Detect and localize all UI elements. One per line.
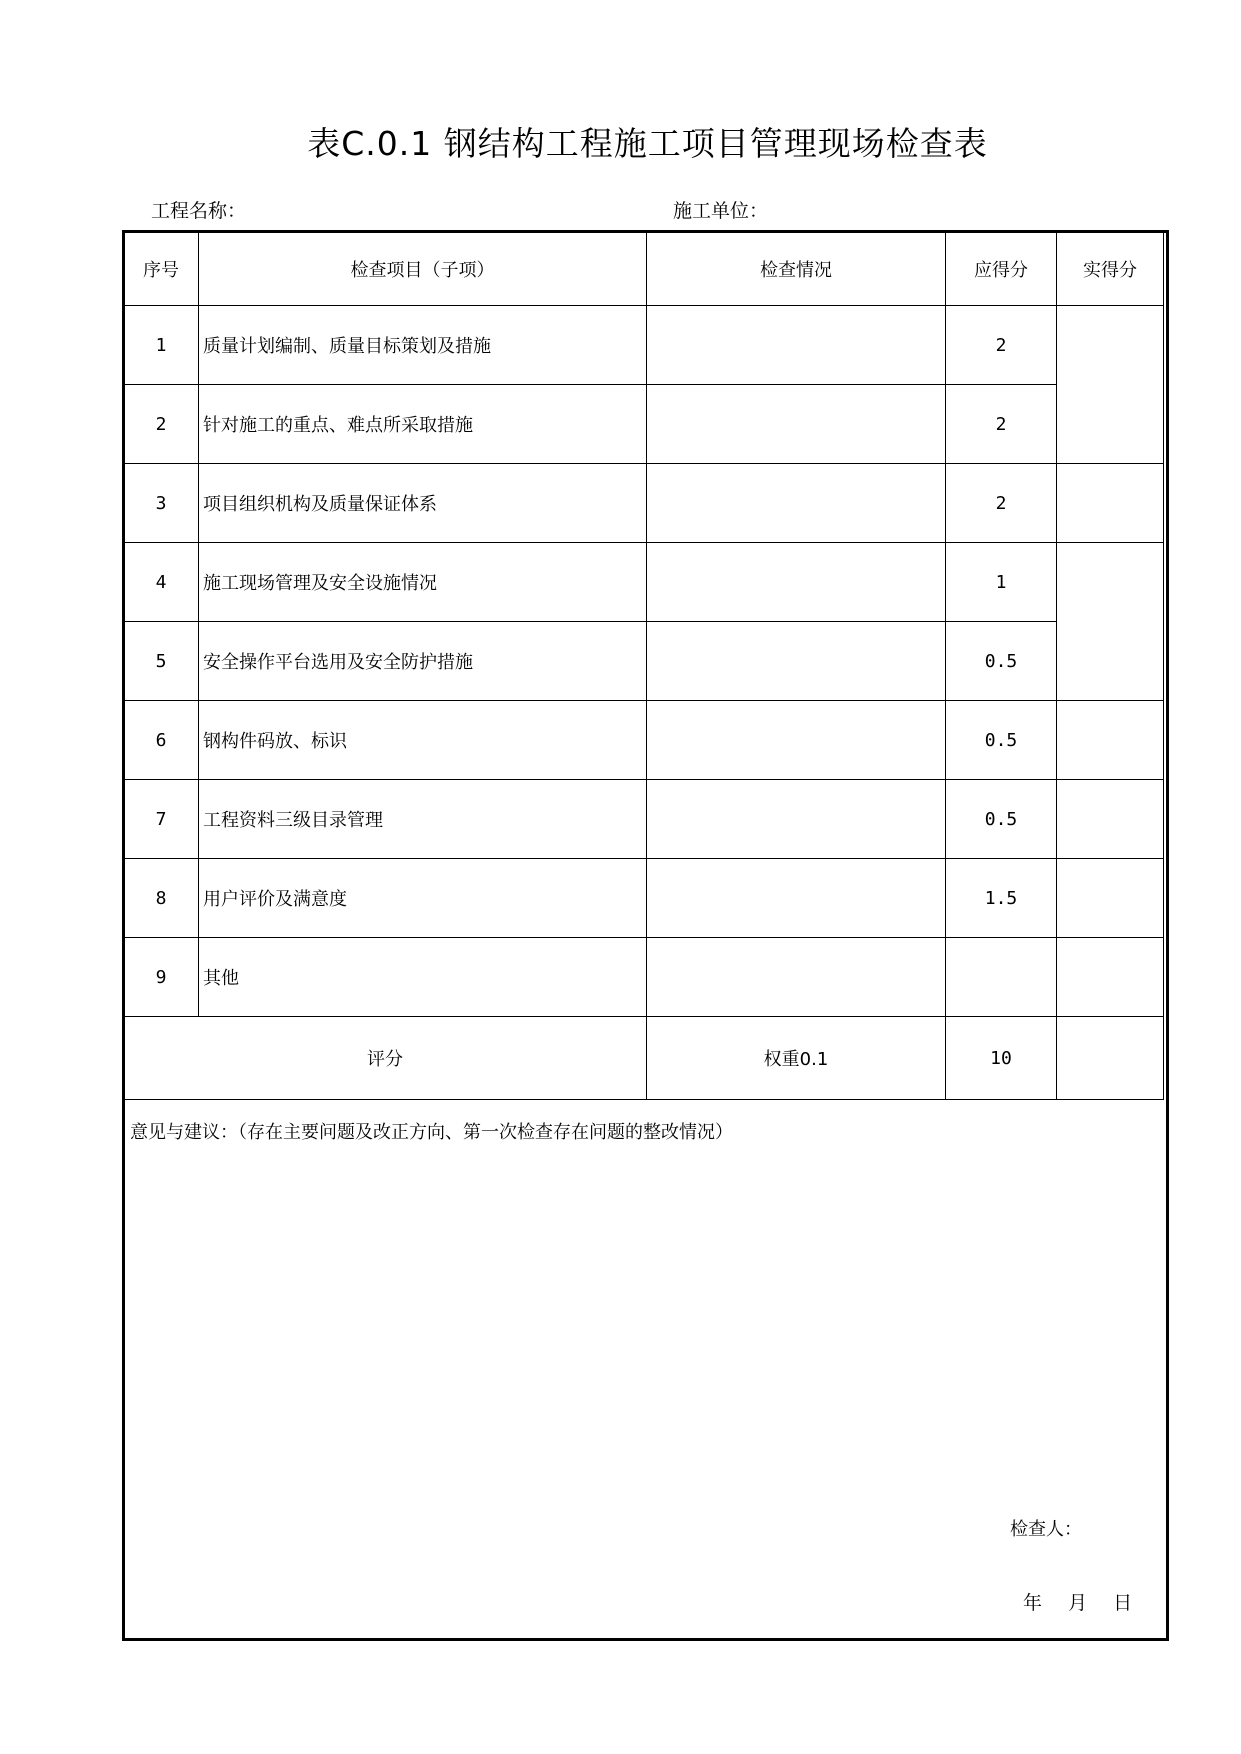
total-row bbox=[124, 1017, 1164, 1100]
table-row bbox=[124, 780, 1164, 859]
project-name-label: 工程名称： bbox=[151, 200, 247, 222]
row-item: 用户评价及满意度 bbox=[199, 859, 647, 938]
row-due-score: 1.5 bbox=[946, 859, 1057, 938]
row-seq: 1 bbox=[124, 306, 199, 385]
row-actual-score-cell[interactable] bbox=[1057, 464, 1164, 543]
inspector-label: 检查人： bbox=[1010, 1519, 1082, 1540]
row-status-cell[interactable] bbox=[647, 701, 946, 780]
row-due-score: 1 bbox=[946, 543, 1057, 622]
row-seq: 6 bbox=[124, 701, 199, 780]
header-item: 检查项目（子项） bbox=[199, 232, 647, 306]
table-row bbox=[124, 938, 1164, 1017]
construction-unit-label: 施工单位： bbox=[673, 200, 769, 222]
row-due-score: 2 bbox=[946, 385, 1057, 464]
row-actual-score-cell[interactable] bbox=[1057, 543, 1164, 701]
header-due-score: 应得分 bbox=[946, 232, 1057, 306]
row-due-score bbox=[946, 938, 1057, 1017]
row-item: 工程资料三级目录管理 bbox=[199, 780, 647, 859]
page-title: 表C.0.1 钢结构工程施工项目管理现场检查表 bbox=[307, 124, 988, 163]
date-month-label: 月 bbox=[1068, 1592, 1088, 1614]
row-status-cell[interactable] bbox=[647, 938, 946, 1017]
row-seq: 3 bbox=[124, 464, 199, 543]
row-item: 安全操作平台选用及安全防护措施 bbox=[199, 622, 647, 701]
table-row bbox=[124, 464, 1164, 543]
total-due-score: 10 bbox=[946, 1017, 1057, 1100]
row-due-score: 0.5 bbox=[946, 701, 1057, 780]
row-status-cell[interactable] bbox=[647, 622, 946, 701]
row-seq: 8 bbox=[124, 859, 199, 938]
row-status-cell[interactable] bbox=[647, 464, 946, 543]
date-day-label: 日 bbox=[1113, 1592, 1133, 1614]
remarks-section[interactable] bbox=[125, 1100, 1161, 1635]
table-row bbox=[124, 701, 1164, 780]
row-status-cell[interactable] bbox=[647, 859, 946, 938]
row-actual-score-cell[interactable] bbox=[1057, 938, 1164, 1017]
total-actual-score-cell[interactable] bbox=[1057, 1017, 1164, 1100]
row-actual-score-cell[interactable] bbox=[1057, 306, 1164, 464]
table-row bbox=[124, 543, 1164, 622]
table-row bbox=[124, 306, 1164, 385]
table-row bbox=[124, 622, 1164, 701]
row-seq: 2 bbox=[124, 385, 199, 464]
table-row bbox=[124, 859, 1164, 938]
date-year-label: 年 bbox=[1023, 1592, 1043, 1614]
row-status-cell[interactable] bbox=[647, 306, 946, 385]
row-actual-score-cell[interactable] bbox=[1057, 701, 1164, 780]
row-status-cell[interactable] bbox=[647, 543, 946, 622]
row-actual-score-cell[interactable] bbox=[1057, 780, 1164, 859]
row-seq: 5 bbox=[124, 622, 199, 701]
row-item: 施工现场管理及安全设施情况 bbox=[199, 543, 647, 622]
row-due-score: 0.5 bbox=[946, 622, 1057, 701]
row-item: 其他 bbox=[199, 938, 647, 1017]
table-header-row bbox=[124, 232, 1164, 306]
header-seq: 序号 bbox=[124, 232, 199, 306]
total-label: 评分 bbox=[124, 1017, 647, 1100]
row-due-score: 0.5 bbox=[946, 780, 1057, 859]
header-actual-score: 实得分 bbox=[1057, 232, 1164, 306]
row-actual-score-cell[interactable] bbox=[1057, 859, 1164, 938]
row-seq: 9 bbox=[124, 938, 199, 1017]
table-row bbox=[124, 385, 1164, 464]
row-item: 质量计划编制、质量目标策划及措施 bbox=[199, 306, 647, 385]
row-status-cell[interactable] bbox=[647, 780, 946, 859]
total-weight: 权重0.1 bbox=[647, 1017, 946, 1100]
row-item: 项目组织机构及质量保证体系 bbox=[199, 464, 647, 543]
row-seq: 4 bbox=[124, 543, 199, 622]
row-item: 钢构件码放、标识 bbox=[199, 701, 647, 780]
row-item: 针对施工的重点、难点所采取措施 bbox=[199, 385, 647, 464]
row-seq: 7 bbox=[124, 780, 199, 859]
row-due-score: 2 bbox=[946, 464, 1057, 543]
inspection-table bbox=[123, 231, 1164, 1100]
date-line bbox=[1023, 1588, 1152, 1615]
remarks-label: 意见与建议：（存在主要问题及改正方向、第一次检查存在问题的整改情况） bbox=[130, 1122, 733, 1143]
row-status-cell[interactable] bbox=[647, 385, 946, 464]
row-due-score: 2 bbox=[946, 306, 1057, 385]
header-status: 检查情况 bbox=[647, 232, 946, 306]
